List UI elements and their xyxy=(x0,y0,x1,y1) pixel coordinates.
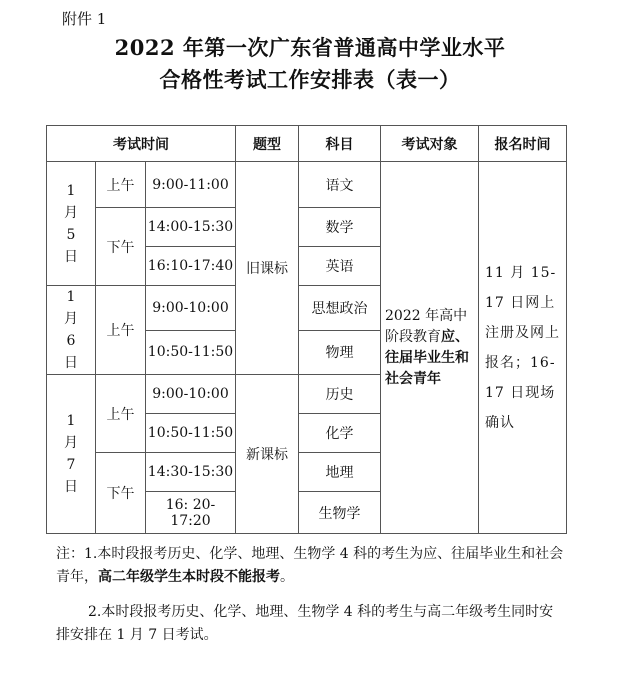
subject-cell: 化学 xyxy=(299,414,381,453)
note-2: 2.本时段报考历史、化学、地理、生物学 4 科的考生与高二年级考生同时安排安排在 1 月 7 日考试。 xyxy=(56,604,554,643)
period-morning: 上午 xyxy=(96,375,146,453)
day-jan7: 1月7日 xyxy=(47,375,96,534)
exam-target-cell xyxy=(381,162,479,534)
period-morning: 上午 xyxy=(96,162,146,208)
exam-schedule-table xyxy=(46,125,567,534)
question-type-new: 新课标 xyxy=(236,375,299,534)
subject-cell: 物理 xyxy=(299,330,381,375)
note-1-suffix: 。 xyxy=(280,569,294,585)
question-type-old: 旧课标 xyxy=(236,162,299,375)
time-slot: 9:00-11:00 xyxy=(146,162,236,208)
time-slot: 10:50-11:50 xyxy=(146,414,236,453)
time-slot: 10:50-11:50 xyxy=(146,330,236,375)
header-question-type: 题型 xyxy=(236,126,299,162)
note-1 xyxy=(56,543,566,589)
subject-cell: 数学 xyxy=(299,208,381,247)
time-slot: 16: 20-17:20 xyxy=(146,492,236,534)
time-slot: 9:00-10:00 xyxy=(146,375,236,414)
time-slot: 14:00-15:30 xyxy=(146,208,236,247)
subject-cell: 语文 xyxy=(299,162,381,208)
day-jan6: 1月6日 xyxy=(47,286,96,375)
time-slot: 9:00-10:00 xyxy=(146,286,236,331)
period-afternoon: 下午 xyxy=(96,453,146,534)
document-title-line-1: 2022 年第一次广东省普通高中学业水平 xyxy=(114,35,506,60)
header-exam-target: 考试对象 xyxy=(381,126,479,162)
header-exam-time: 考试时间 xyxy=(47,126,236,162)
header-row xyxy=(47,126,567,162)
subject-cell: 历史 xyxy=(299,375,381,414)
note-1-bold: 高二年级学生本时段不能报考 xyxy=(98,569,280,585)
header-subject: 科目 xyxy=(299,126,381,162)
day-jan5: 1月5日 xyxy=(47,162,96,286)
subject-cell: 思想政治 xyxy=(299,286,381,331)
table-row xyxy=(47,162,567,208)
exam-target-normal: 2022 年高中阶段教育 xyxy=(385,307,468,345)
period-morning: 上午 xyxy=(96,286,146,375)
time-slot: 14:30-15:30 xyxy=(146,453,236,492)
time-slot: 16:10-17:40 xyxy=(146,247,236,286)
subject-cell: 生物学 xyxy=(299,492,381,534)
exam-target-bold: 应、往届毕业生和社会青年 xyxy=(385,328,469,387)
registration-time-cell: 11 月 15-17 日网上注册及网上报名；16-17 日现场确认 xyxy=(479,162,567,534)
attachment-label: 附件 1 xyxy=(62,10,107,28)
subject-cell: 英语 xyxy=(299,247,381,286)
period-afternoon: 下午 xyxy=(96,208,146,286)
document-title-line-2: 合格性考试工作安排表（表一） xyxy=(159,67,461,92)
note-1-prefix: 注：1.本时段报考历史、化学、地理、生物学 4 科的考生为应、往届毕业生和社会青年， xyxy=(56,546,564,585)
header-registration-time: 报名时间 xyxy=(479,126,567,162)
subject-cell: 地理 xyxy=(299,453,381,492)
